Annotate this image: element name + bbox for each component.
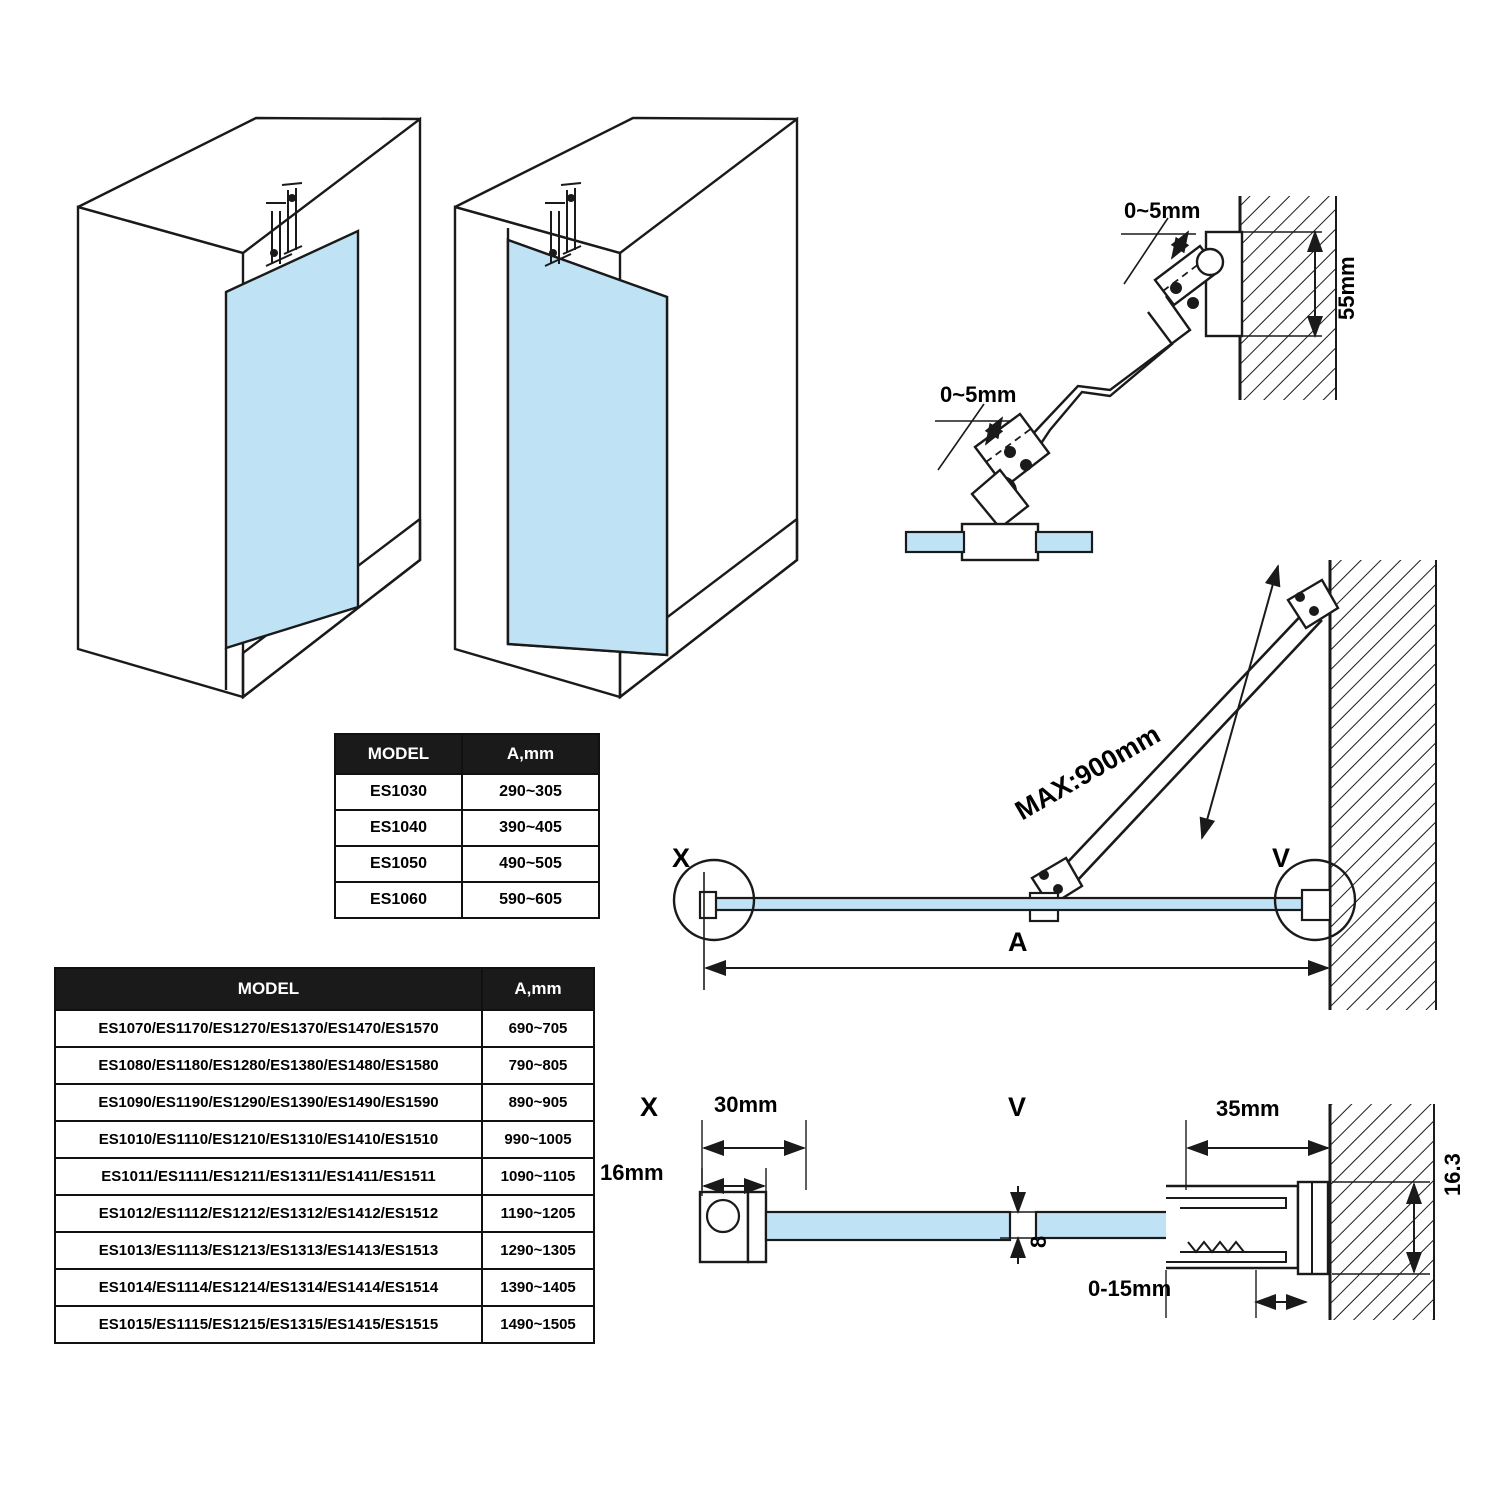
cell-a: 990~1005 — [482, 1121, 594, 1158]
table-row — [55, 1121, 594, 1158]
cell-model: ES1012/ES1112/ES1212/ES1312/ES1412/ES1512 — [55, 1195, 482, 1232]
cell-model: ES1080/ES1180/ES1280/ES1380/ES1480/ES1580 — [55, 1047, 482, 1084]
label-bracket-gap-bottom: 0~5mm — [940, 382, 1017, 407]
cell-a: 890~905 — [482, 1084, 594, 1121]
cell-a: 1290~1305 — [482, 1232, 594, 1269]
cell-model: ES1030 — [335, 774, 462, 810]
cell-model: ES1010/ES1110/ES1210/ES1310/ES1410/ES1510 — [55, 1121, 482, 1158]
table-row — [55, 1010, 594, 1047]
bracket-detail — [906, 196, 1336, 560]
label-profile-v-depth: 16.3 — [1440, 1153, 1465, 1196]
iso-view-right — [455, 118, 797, 697]
cell-a: 1390~1405 — [482, 1269, 594, 1306]
label-detail-x-title: X — [640, 1092, 659, 1122]
table-row — [335, 882, 599, 918]
cell-a: 390~405 — [462, 810, 599, 846]
cell-a: 1090~1105 — [482, 1158, 594, 1195]
cell-model: ES1014/ES1114/ES1214/ES1314/ES1414/ES1514 — [55, 1269, 482, 1306]
table-header-row — [335, 734, 599, 774]
cell-a: 1490~1505 — [482, 1306, 594, 1343]
cell-model: ES1050 — [335, 846, 462, 882]
label-bracket-gap-top: 0~5mm — [1124, 198, 1201, 223]
label-span-a: A — [1008, 927, 1028, 957]
cell-a: 490~505 — [462, 846, 599, 882]
label-max-bar-length: MAX:900mm — [1010, 718, 1166, 826]
header-a: A,mm — [482, 968, 594, 1010]
cell-a: 590~605 — [462, 882, 599, 918]
model-table-small — [334, 733, 600, 919]
cell-a: 290~305 — [462, 774, 599, 810]
table-row — [55, 1084, 594, 1121]
cell-model: ES1013/ES1113/ES1213/ES1313/ES1413/ES1513 — [55, 1232, 482, 1269]
table-row — [55, 1047, 594, 1084]
header-a: A,mm — [462, 734, 599, 774]
cell-model: ES1060 — [335, 882, 462, 918]
label-detail-x-marker: X — [672, 843, 691, 873]
table-row — [55, 1158, 594, 1195]
cell-model: ES1015/ES1115/ES1215/ES1315/ES1415/ES1515 — [55, 1306, 482, 1343]
cell-a: 690~705 — [482, 1010, 594, 1047]
header-model: MODEL — [55, 968, 482, 1010]
cell-a: 790~805 — [482, 1047, 594, 1084]
label-adjust-range: 0-15mm — [1088, 1276, 1172, 1301]
table-row — [55, 1269, 594, 1306]
table-row — [335, 810, 599, 846]
detail-v-section — [1000, 1104, 1434, 1320]
cell-model: ES1040 — [335, 810, 462, 846]
table-row — [335, 774, 599, 810]
header-model: MODEL — [335, 734, 462, 774]
table-row — [55, 1195, 594, 1232]
label-glass-thickness: 8 — [1026, 1235, 1051, 1248]
detail-x-section — [700, 1120, 1010, 1262]
label-wall-plate-height: 55mm — [1334, 256, 1359, 320]
cell-model: ES1090/ES1190/ES1290/ES1390/ES1490/ES1590 — [55, 1084, 482, 1121]
cell-model: ES1011/ES1111/ES1211/ES1311/ES1411/ES1511 — [55, 1158, 482, 1195]
label-detail-v-title: V — [1008, 1092, 1027, 1122]
cell-a: 1190~1205 — [482, 1195, 594, 1232]
label-detail-v-marker: V — [1272, 843, 1291, 873]
label-profile-x-height: 16mm — [600, 1160, 664, 1185]
iso-view-left — [78, 118, 420, 697]
label-profile-x-width: 30mm — [714, 1092, 778, 1117]
model-table-large — [54, 967, 595, 1344]
table-row — [55, 1232, 594, 1269]
table-row — [55, 1306, 594, 1343]
label-profile-v-width: 35mm — [1216, 1096, 1280, 1121]
table-header-row — [55, 968, 594, 1010]
table-row — [335, 846, 599, 882]
cell-model: ES1070/ES1170/ES1270/ES1370/ES1470/ES1570 — [55, 1010, 482, 1047]
